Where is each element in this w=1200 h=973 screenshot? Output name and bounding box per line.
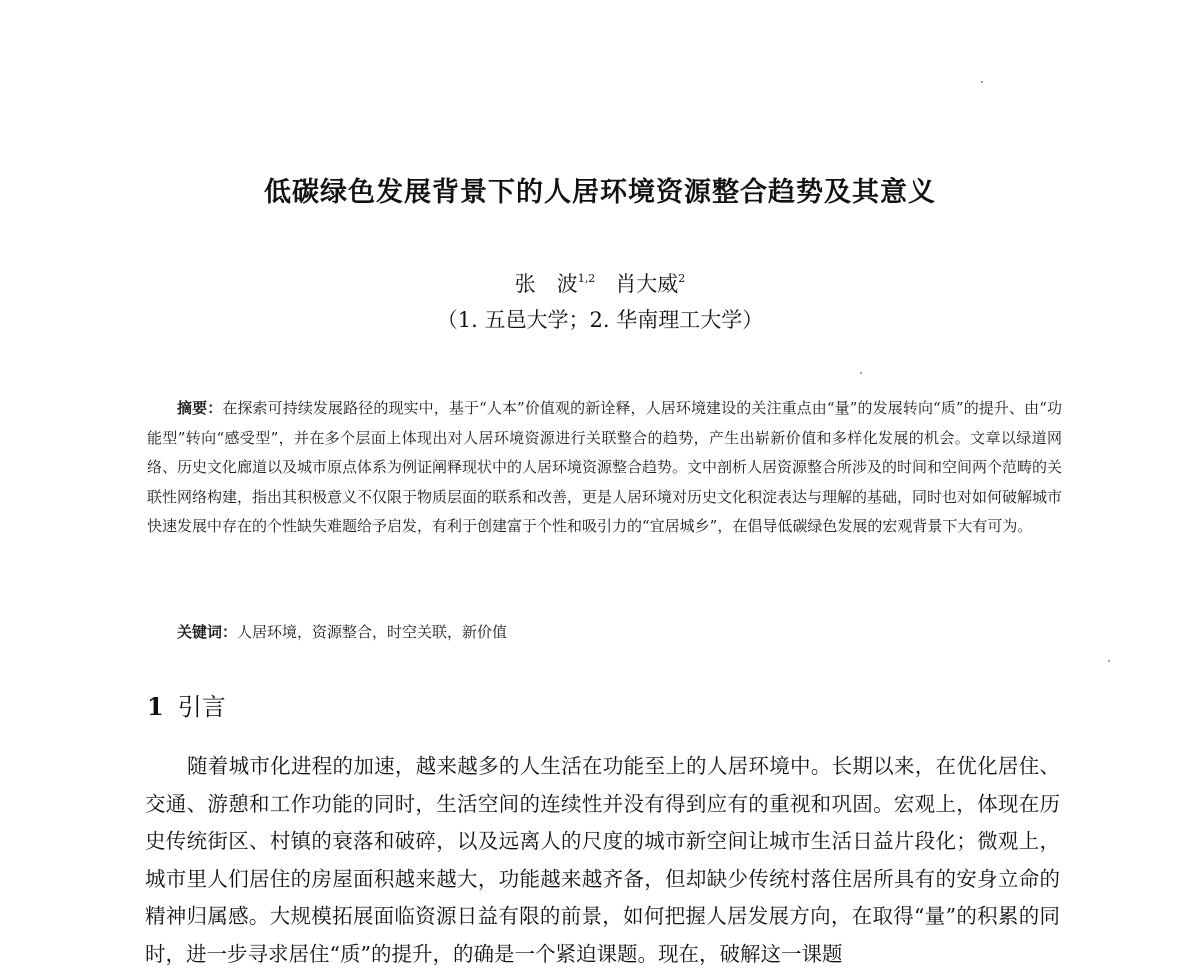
author-line (0, 268, 1200, 298)
author-affiliation-mark: 2 (678, 272, 686, 285)
scan-speck (981, 81, 983, 83)
keywords (177, 621, 507, 642)
abstract-label: 摘要： (177, 399, 223, 417)
abstract-text: 在探索可持续发展路径的现实中，基于“人本”价值观的新诠释，人居环境建设的关注重点由“量”的发展转向“质”的提升、由“功能型”转向“感受型”，并在多个层面上体现出对人居环境资源进行关联整合的趋势，产生出崭新价值和多样化发展的机会。文章以绿道网络、历史文化廊道以及城市原点体系为例证阐释现状中的人居环境资源整合趋势。文中剖析人居资源整合所涉及的时间和空间两个范畴的关联性网络构建，指出其积极意义不仅限于物质层面的联系和改善，更是人居环境对历史文化积淀表达与理解的基础，同时也对如何破解城市快速发展中存在的个性缺失难题给予启发，有利于创建富于个性和吸引力的“宜居城乡”，在倡导低碳绿色发展的宏观背景下大有可为。 (147, 399, 1063, 535)
section-heading (147, 687, 226, 722)
scan-speck (860, 372, 862, 374)
body-paragraph: 随着城市化进程的加速，越来越多的人生活在功能至上的人居环境中。长期以来，在优化居住、交通、游憩和工作功能的同时，生活空间的连续性并没有得到应有的重视和巩固。宏观上，体现在历史传统街区、村镇的衰落和破碎，以及远离人的尺度的城市新空间让城市生活日益片段化；微观上，城市里人们居住的房屋面积越来越大，功能越来越齐备，但却缺少传统村落住居所具有的安身立命的精神归属感。大规模拓展面临资源日益有限的前景，如何把握人居发展方向，在取得“量”的积累的同时，进一步寻求居住“质”的提升，的确是一个紧迫课题。现在，破解这一课题 (145, 754, 1060, 966)
author-name: 肖大威 (615, 272, 679, 296)
abstract (147, 394, 1062, 542)
keywords-text: 人居环境，资源整合，时空关联，新价值 (237, 623, 508, 641)
scan-speck (1108, 660, 1110, 662)
section-title: 引言 (177, 693, 226, 721)
section-number: 1 (147, 692, 164, 721)
keywords-label: 关键词： (177, 623, 238, 641)
author-name: 张 波 (514, 272, 578, 296)
affiliation: （1. 五邑大学；2. 华南理工大学） (436, 308, 764, 332)
paper-title: 低碳绿色发展背景下的人居环境资源整合趋势及其意义 (264, 177, 936, 208)
author-affiliation-mark: 1,2 (577, 272, 596, 285)
